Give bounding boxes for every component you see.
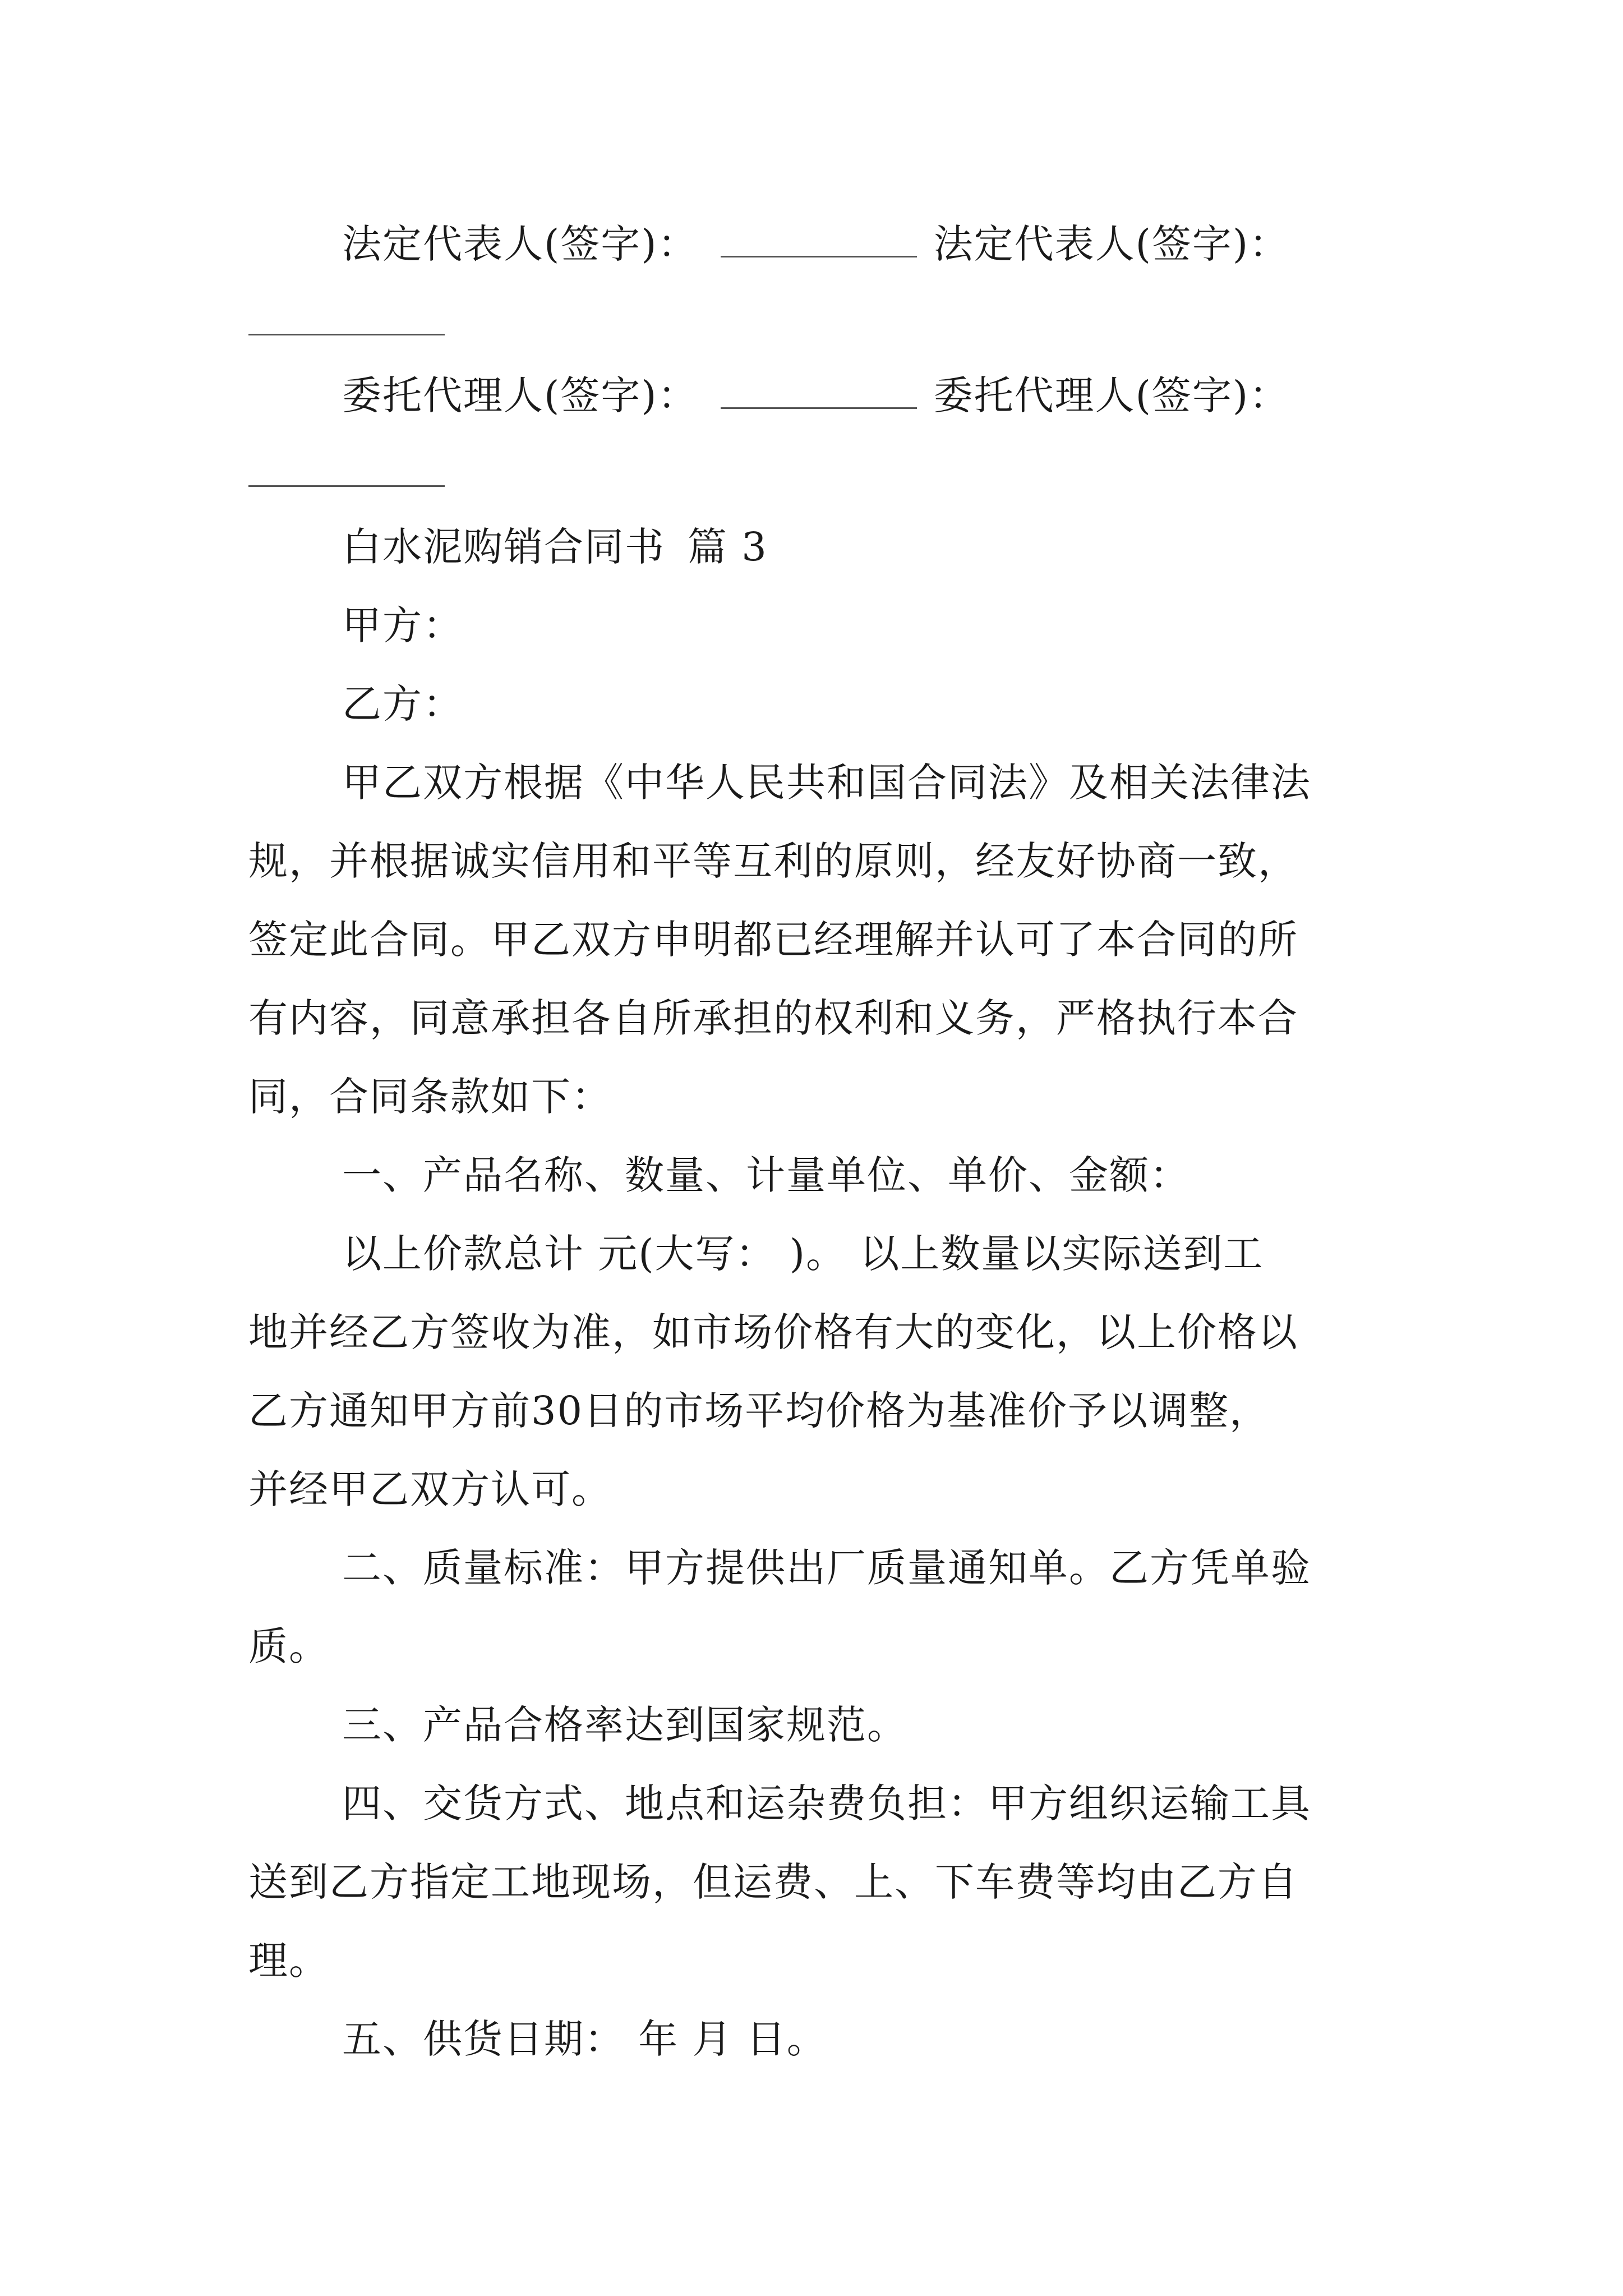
item-1-detail-line-1: 以上价款总计 元(大写： )。 以上数量以实际送到工 <box>342 1231 1264 1277</box>
item-4-line-3: 理。 <box>248 1938 329 1984</box>
preamble-line-5: 同，合同条款如下： <box>248 1074 612 1120</box>
party-b-label: 乙方： <box>342 681 463 727</box>
item-2-line-2: 质。 <box>248 1623 329 1669</box>
legal-rep-label-a: 法定代表人(签字)： <box>342 221 698 267</box>
agent-blank-b[interactable] <box>248 485 445 487</box>
item-1-heading: 一、产品名称、数量、计量单位、单价、金额： <box>342 1152 1190 1198</box>
legal-rep-signature-line <box>342 216 1289 272</box>
item-5: 五、供货日期： 年 月 日。 <box>342 2016 827 2062</box>
legal-rep-blank-a[interactable] <box>721 222 917 257</box>
item-3: 三、产品合格率达到国家规范。 <box>342 1702 907 1748</box>
preamble-line-1: 甲乙双方根据《中华人民共和国合同法》及相关法律法 <box>342 760 1311 806</box>
item-4-line-2: 送到乙方指定工地现场，但运费、上、下车费等均由乙方自 <box>248 1859 1298 1905</box>
item-4-line-1: 四、交货方式、地点和运杂费负担：甲方组织运输工具 <box>342 1780 1311 1826</box>
item-1-detail-line-2: 地并经乙方签收为准，如市场价格有大的变化，以上价格以 <box>248 1309 1298 1355</box>
preamble-line-4: 有内容，同意承担各自所承担的权利和义务，严格执行本合 <box>248 995 1298 1041</box>
item-1-detail-line-3: 乙方通知甲方前30日的市场平均价格为基准价予以调整， <box>248 1388 1270 1434</box>
section-heading <box>342 519 768 575</box>
item-1-detail-line-4: 并经甲乙双方认可。 <box>248 1466 612 1512</box>
agent-label-b: 委托代理人(签字)： <box>933 372 1290 418</box>
preamble-line-2: 规，并根据诚实信用和平等互利的原则，经友好协商一致， <box>248 838 1298 884</box>
legal-rep-blank-b[interactable] <box>248 334 445 335</box>
preamble-line-3: 签定此合同。甲乙双方申明都已经理解并认可了本合同的所 <box>248 917 1298 963</box>
section-number: 篇 3 <box>688 524 768 570</box>
item-2-line-1: 二、质量标准：甲方提供出厂质量通知单。乙方凭单验 <box>342 1545 1311 1591</box>
section-title: 白水泥购销合同书 <box>342 524 665 570</box>
agent-blank-a[interactable] <box>721 374 917 409</box>
party-a-label: 甲方： <box>342 602 463 648</box>
agent-signature-line <box>342 367 1289 424</box>
agent-label-a: 委托代理人(签字)： <box>342 372 698 418</box>
legal-rep-label-b: 法定代表人(签字)： <box>933 221 1290 267</box>
